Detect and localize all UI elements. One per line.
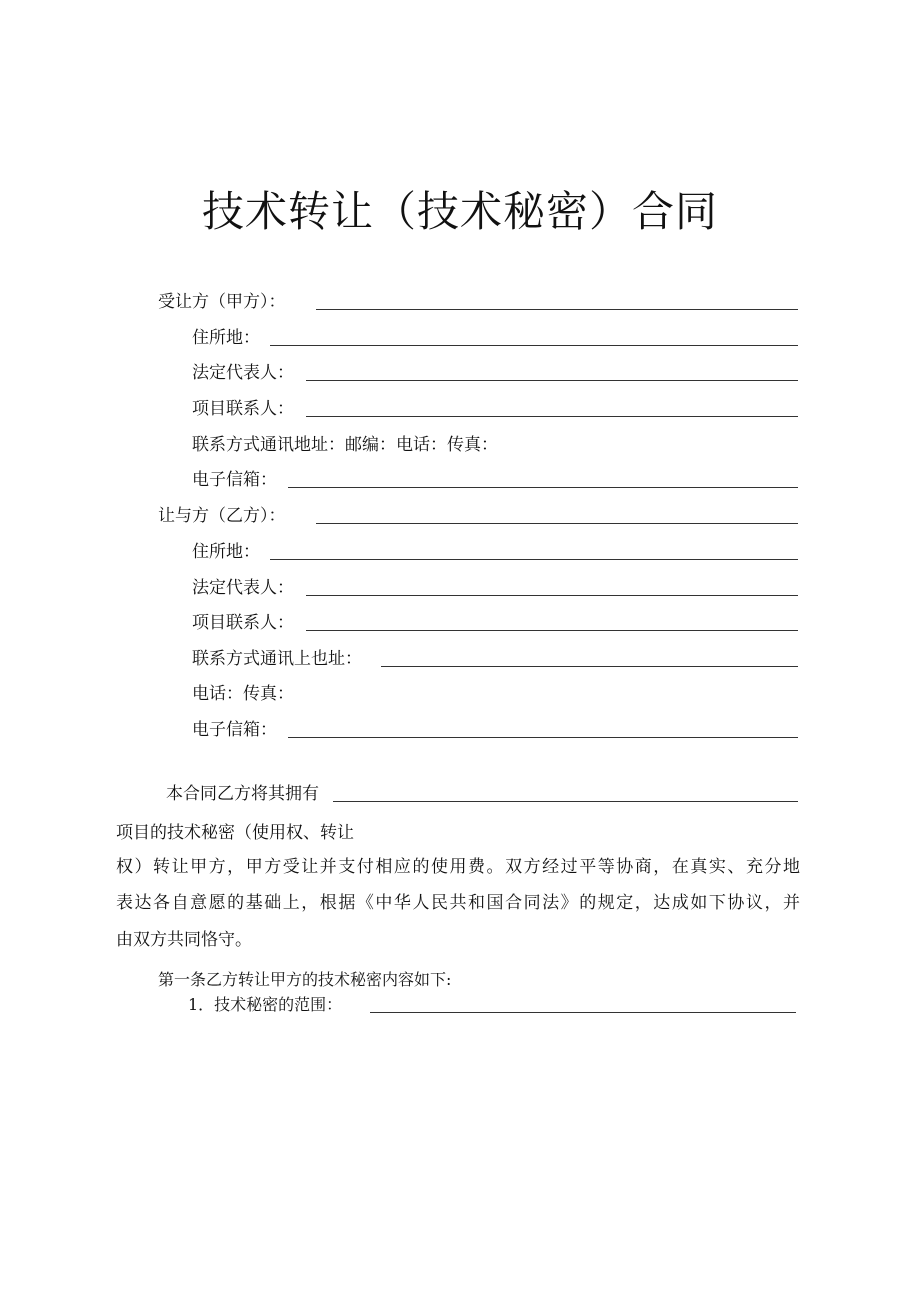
party-b-heading-row [158,501,798,531]
party-b-address-label: 住所地： [192,542,260,562]
article-1-item-1-line[interactable] [370,1012,796,1013]
party-b-phone-fax-label: 电话：传真： [192,684,294,704]
party-b-address-line[interactable] [270,559,798,560]
party-b-heading: 让与方（乙方）： [158,506,286,526]
body-line-2-text: 权）转让甲方，甲方受让并支付相应的使用费。双方经过平等协商，在真实、充分地 [116,857,800,877]
party-a-legal-rep-line[interactable] [306,380,798,381]
party-a-contact-info-label: 联系方式通讯地址：邮编：电话：传真： [192,435,498,455]
article-1-item-1-label: 1．技术秘密的范围： [188,995,343,1014]
party-a-address-label: 住所地： [192,328,260,348]
party-b-name-line[interactable] [316,523,798,524]
party-b-phone-fax-row [192,679,798,709]
party-a-address-row [192,323,798,353]
body-line-3-text: 表达各自意愿的基础上，根据《中华人民共和国合同法》的规定，达成如下协议，并 [116,893,800,913]
party-a-contact-person-label: 项目联系人： [192,399,294,419]
party-a-legal-rep-row [192,358,798,388]
article-1-heading: 第一条乙方转让甲方的技术秘密内容如下: [158,970,452,989]
intro-prefix: 本合同乙方将其拥有 [166,784,319,804]
party-a-contact-info-row [192,430,798,460]
body-line-1: 项目的技术秘密（使用权、转让 [116,823,354,843]
party-a-address-line[interactable] [270,345,798,346]
party-a-email-label: 电子信箱： [192,470,277,490]
party-b-email-line[interactable] [288,737,798,738]
party-b-contact-person-row [192,608,798,638]
party-b-address-row [192,537,798,567]
party-a-heading: 受让方（甲方）： [158,292,286,312]
document-title: 技术转让（技术秘密）合同 [201,187,718,236]
party-a-contact-person-row [192,394,798,424]
party-a-email-row [192,465,798,495]
party-a-heading-row [158,287,798,317]
body-line-2 [116,852,800,877]
party-b-legal-rep-row [192,573,798,603]
party-a-email-line[interactable] [288,487,798,488]
party-b-email-row [192,715,798,745]
party-b-contact-info-row [192,644,798,674]
party-b-contact-person-line[interactable] [306,630,798,631]
body-line-4: 由双方共同恪守。 [116,930,252,950]
body-line-3 [116,888,800,913]
party-b-contact-info-label: 联系方式通讯上也址： [192,649,362,669]
article-1-item-1-row [188,990,796,1020]
party-b-contact-person-label: 项目联系人： [192,613,294,633]
intro-row [166,779,798,809]
party-b-legal-rep-line[interactable] [306,595,798,596]
party-b-email-label: 电子信箱： [192,720,277,740]
party-b-contact-info-line[interactable] [381,666,798,667]
party-a-name-line[interactable] [316,309,798,310]
party-a-contact-person-line[interactable] [306,416,798,417]
party-a-legal-rep-label: 法定代表人： [192,363,294,383]
project-name-line[interactable] [333,801,798,802]
party-b-legal-rep-label: 法定代表人： [192,578,294,598]
